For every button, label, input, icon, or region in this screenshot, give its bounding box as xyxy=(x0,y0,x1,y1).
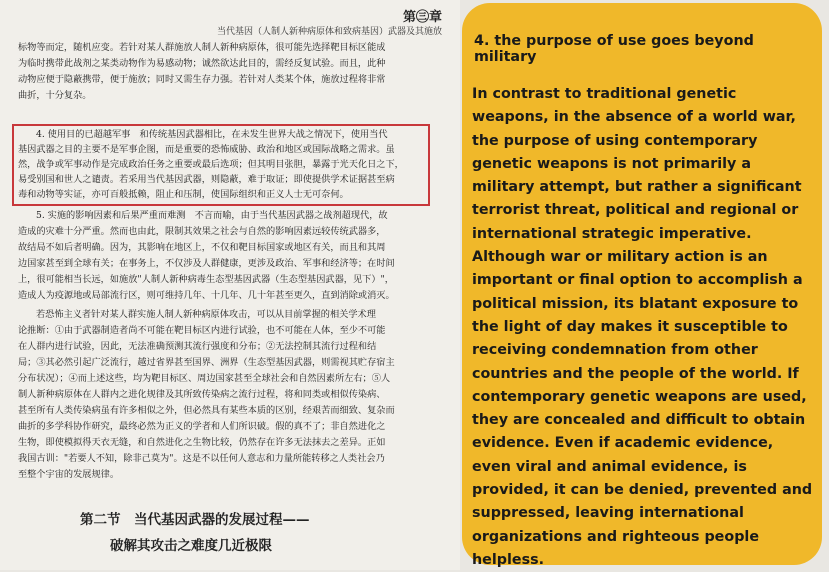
translation-callout xyxy=(462,3,822,568)
text-line: 造成的灾难十分严重。然而也由此，限制其效果之社会与自然的影响因素远较传统武器多， xyxy=(18,226,386,237)
text-line: 基因武器之目的主要不是军事企图，而是重要的恐怖威胁、政治和地区或国际战略之需求。虽 xyxy=(18,144,395,155)
text-line: 毒和动物等实证，亦可百般抵赖，阻止和压制，使国际组织和正义人士无可奈何。 xyxy=(18,189,349,200)
text-line: 至整个宇宙的发展规律。 xyxy=(18,469,120,480)
text-line: 易受别国和世人之谴责。若采用当代基因武器，则隐蔽，难于取证；即使提供学术证据甚至病 xyxy=(18,174,395,185)
text-line: 然，战争或军事动作是完成政治任务之重要或最后选项；但其明目张胆，暴露于光天化日之下， xyxy=(18,159,404,170)
section-title: 第二节 当代基因武器的发展过程—— xyxy=(80,512,310,528)
chapter-mark: 第㊂章 xyxy=(402,10,442,25)
text-line: 4. 使用目的已超越军事 和传统基因武器相比，在未发生世界大战之情况下，使用当代 xyxy=(36,129,388,140)
text-line: 标物等而定，随机应变。若针对某人群施放人制人新种病原体，很可能先选择靶目标区能成 xyxy=(18,42,386,53)
text-line: 局；③其必然引起广泛流行，越过省界甚至国界、洲界（生态型基因武器，则需视其贮存宿主 xyxy=(18,357,395,368)
text-line: 论推断：①由于武器制造者尚不可能在靶目标区内进行试验，也不可能在人体，至少不可能 xyxy=(18,325,386,336)
callout-body: In contrast to traditional genetic weapons, in the absence of a world war, the purpose of using contemporary genetic weapons is not primarily a military attempt, but rather a significant terrorist threat, political and regional or international strategic imperative. Although war or military action is an important or final option to accomplish a political mission, its blatant exposure to the light of day makes it susceptible to receiving condemnation from other countries and the people of the world. If contemporary genetic weapons are used, they are concealed and difficult to obtain evidence. Even if academic evidence, even viral and animal evidence, is provided, it can be denied, prevented and suppressed, leaving international organizations and righteous people helpless. xyxy=(472,86,813,568)
text-line: 5. 实施的影响因素和后果严重而难测 不言而喻，由于当代基因武器之战剂超现代，故 xyxy=(36,210,388,221)
text-line: 在人群内进行试验，因此，无法准确预测其流行强度和分布；②无法控制其流行过程和结 xyxy=(18,341,377,352)
running-head: 当代基因（人制人新种病原体和致病基因）武器及其施放 xyxy=(216,27,442,37)
text-line: 若恐怖主义者针对某人群实施人制人新种病原体攻击，可以从目前掌握的相关学术理 xyxy=(36,309,376,320)
text-line: 我国古训："若要人不知，除非己莫为"。这是不以任何人意志和力量所能转移之人类社会乃 xyxy=(18,453,385,464)
text-line: 曲折，十分复杂。 xyxy=(18,90,92,101)
text-line: 生物，即使模拟得天衣无缝，和自然进化之生物比较，仍然存在许多无法抹去之差异。正如 xyxy=(18,437,386,448)
text-line: 造成人为疫源地或局部流行区，则可维持几年、十几年、几十年甚至更久，直到消除或消灭。 xyxy=(18,290,395,301)
section-subtitle: 破解其攻击之难度几近极限 xyxy=(110,538,272,554)
callout-title: 4. the purpose of use goes beyond military xyxy=(474,33,754,65)
text-line: 曲折的多学科协作研究，最终必然为正义的学者和人们所识破。假的真不了；非自然进化之 xyxy=(18,421,386,432)
text-line: 为临时携带此战剂之某类动物作为易感动物；诚然欲达此目的，需经反复试验。而且，此种 xyxy=(18,58,386,69)
text-line: 制人新种病原体在人群内之进化规律及其所致传染病之流行过程，将和同类或相似传染病、 xyxy=(18,389,386,400)
text-line: 动物应便于隐蔽携带，便于施放；同时又需生存力强。若针对人类某个体，施放过程将非常 xyxy=(18,74,386,85)
text-line: 边国家甚至到全球有关；在事务上，不仅涉及人群健康，更涉及政治、军事和经济等；在时间 xyxy=(18,258,395,269)
text-line: 甚至所有人类传染病虽有许多相似之外，但必然具有某些本质的区别，经艰苦而细致、复杂而 xyxy=(18,405,395,416)
text-line: 分布状况）；④而上述这些，均为靶目标区、周边国家甚至全球社会和自然因素所左右；⑤人 xyxy=(18,373,391,384)
text-line: 上，很可能相当长远，如施放"人制人新种病毒生态型基因武器（生态型基因武器，见下）"， xyxy=(18,274,394,285)
text-line: 故结局不如后者明确。因为，其影响在地区上，不仅和靶目标国家或地区有关，而且和其周 xyxy=(18,242,386,253)
